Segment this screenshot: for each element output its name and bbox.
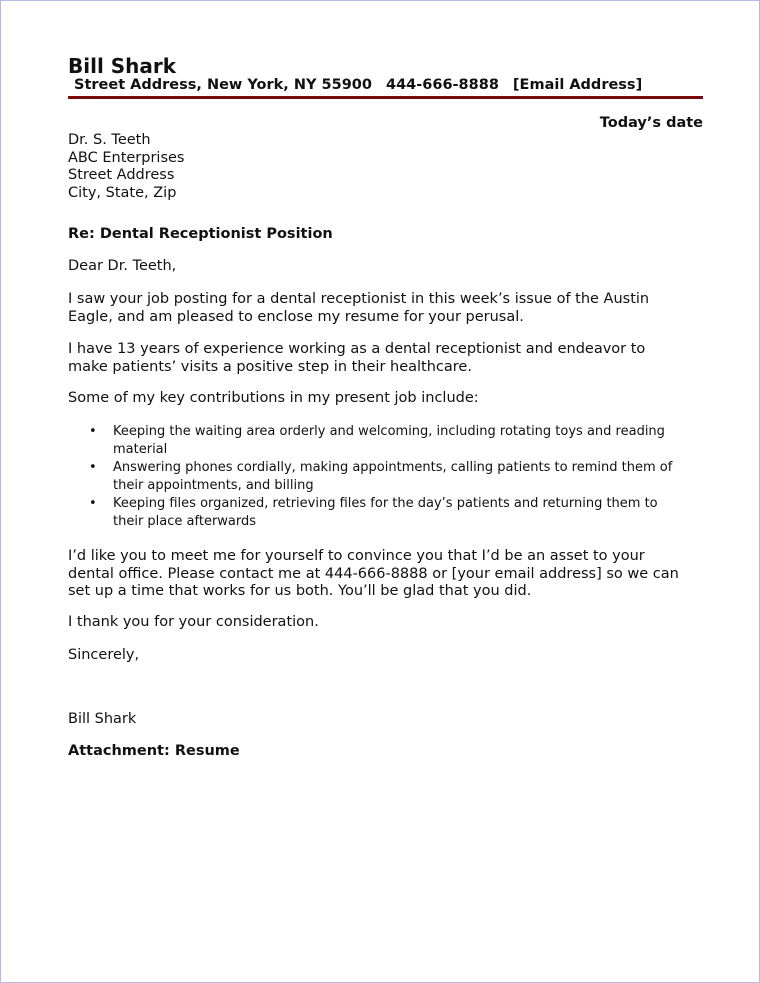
signature: Bill Shark bbox=[68, 711, 137, 727]
sender-phone: 444-666-8888 bbox=[385, 77, 499, 93]
sender-email: [Email Address] bbox=[512, 77, 643, 93]
recipient-line: City, State, Zip bbox=[68, 184, 177, 201]
list-item-line: their appointments, and billing bbox=[113, 478, 314, 493]
paragraph-line: set up a time that works for us both. You’ll be glad that you did. bbox=[68, 583, 532, 599]
salutation: Dear Dr. Teeth, bbox=[68, 258, 177, 274]
recipient-line: ABC Enterprises bbox=[68, 149, 185, 166]
paragraph-line: Eagle, and am pleased to enclose my resume for your perusal. bbox=[68, 308, 524, 325]
list-item bbox=[89, 423, 713, 459]
signoff: Sincerely, bbox=[68, 647, 140, 663]
paragraph-3: Some of my key contributions in my present job include: bbox=[68, 390, 479, 406]
recipient-line: Street Address bbox=[68, 167, 175, 183]
list-item-line: material bbox=[113, 442, 168, 457]
list-item-line: Answering phones cordially, making appointments, calling patients to remind them of bbox=[113, 460, 673, 475]
paragraph-line: make patients’ visits a positive step in their healthcare. bbox=[68, 358, 472, 375]
letter-date: Today’s date bbox=[599, 115, 703, 131]
list-item-line: Keeping files organized, retrieving files for the day’s patients and returning them to bbox=[113, 496, 658, 511]
sender-name: Bill Shark bbox=[68, 54, 177, 78]
bullet-icon: • bbox=[89, 496, 97, 511]
paragraph-line: dental office. Please contact me at 444-666-8888 or [your email address] so we can bbox=[68, 565, 679, 582]
list-item bbox=[89, 459, 713, 495]
paragraph-1 bbox=[68, 291, 649, 326]
attachment-note: Attachment: Resume bbox=[68, 743, 240, 759]
list-item bbox=[89, 495, 713, 531]
contributions-list bbox=[68, 423, 713, 531]
list-item-line: Keeping the waiting area orderly and welcoming, including rotating toys and reading bbox=[113, 424, 665, 439]
paragraph-line: I’d like you to meet me for yourself to convince you that I’d be an asset to your bbox=[68, 548, 645, 564]
subject-line: Re: Dental Receptionist Position bbox=[68, 226, 333, 242]
header-rule bbox=[68, 96, 703, 99]
paragraph-line: I have 13 years of experience working as a dental receptionist and endeavor to bbox=[68, 341, 646, 357]
list-item-line: their place afterwards bbox=[113, 514, 257, 529]
thanks-line: I thank you for your consideration. bbox=[68, 614, 319, 630]
paragraph-line: I saw your job posting for a dental receptionist in this week’s issue of the Austin bbox=[68, 291, 650, 307]
bullet-icon: • bbox=[89, 460, 97, 475]
closing-paragraph bbox=[68, 548, 679, 601]
bullet-icon: • bbox=[89, 424, 97, 439]
sender-street: Street Address, New York, NY 55900 bbox=[74, 77, 372, 93]
recipient-address bbox=[68, 132, 185, 202]
sender-contact bbox=[74, 77, 656, 93]
recipient-line: Dr. S. Teeth bbox=[68, 132, 151, 148]
paragraph-2 bbox=[68, 341, 645, 376]
